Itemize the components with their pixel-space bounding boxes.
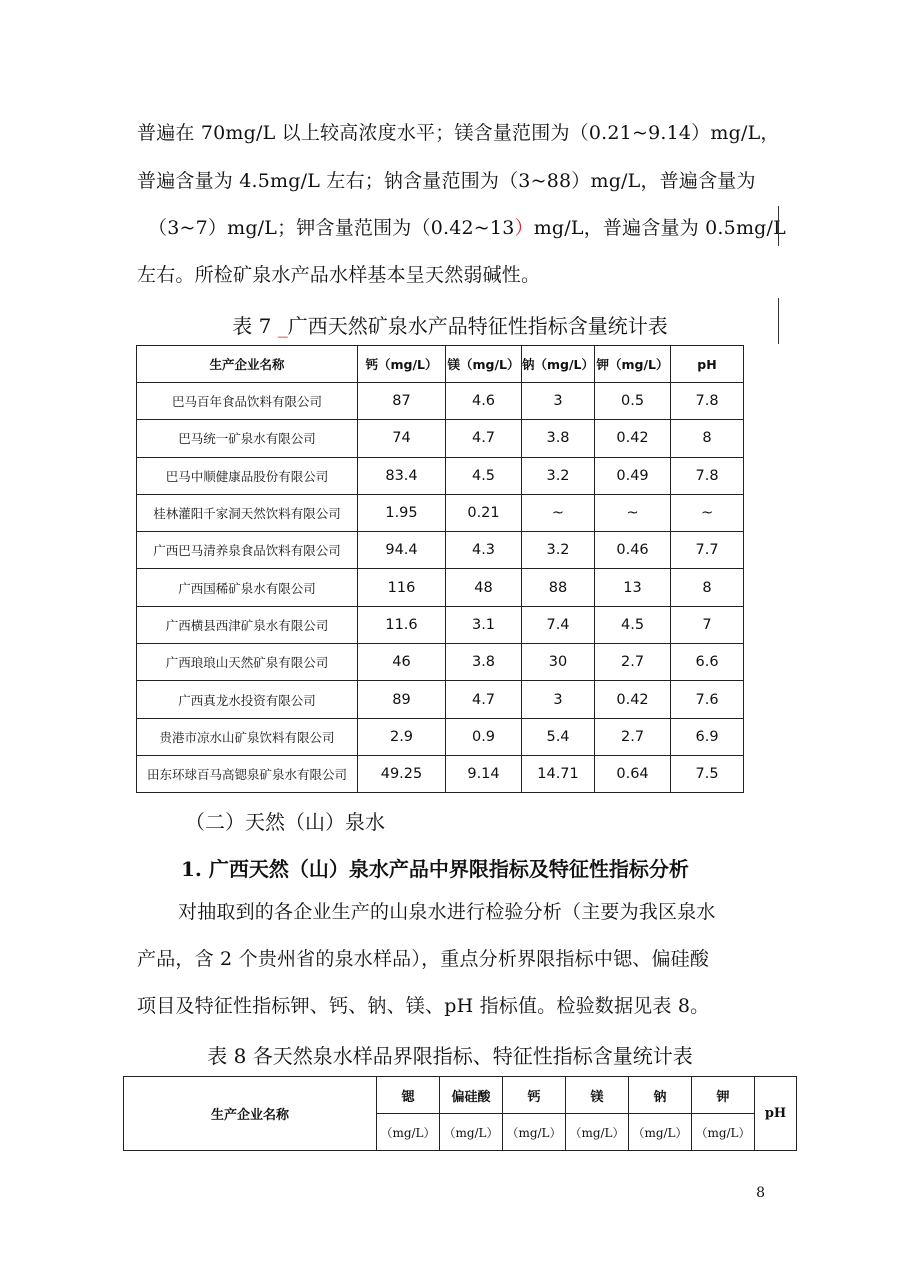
value-cell: ~ — [595, 494, 671, 531]
caption-text: 广西天然矿泉水产品特征性指标含量统计表 — [287, 314, 668, 338]
value-cell: 89 — [358, 681, 446, 718]
value-cell: 3.2 — [522, 457, 595, 494]
value-cell: 30 — [522, 644, 595, 681]
value-cell: 4.5 — [446, 457, 522, 494]
value-cell: 7.8 — [671, 383, 744, 420]
header-column: 钙（mg/L） — [358, 346, 446, 383]
company-name-cell: 巴马中顺健康品股份有限公司 — [137, 457, 358, 494]
header-column-unit: （mg/L） — [629, 1114, 692, 1151]
table8 — [123, 1076, 797, 1151]
header-column: 镁（mg/L） — [446, 346, 522, 383]
value-cell: 83.4 — [358, 457, 446, 494]
header-column-name: 钠 — [629, 1077, 692, 1114]
header-column-name: 偏硅酸 — [440, 1077, 503, 1114]
value-cell: 0.9 — [446, 718, 522, 755]
header-ph: pH — [755, 1077, 797, 1151]
paragraph-line: 普遍在 70mg/L 以上较高浓度水平；镁含量范围为（0.21~9.14）mg/L， — [137, 122, 780, 144]
company-name-cell: 田东环球百马高锶泉矿泉水有限公司 — [137, 755, 358, 792]
value-cell: ~ — [671, 494, 744, 531]
header-column: pH — [671, 346, 744, 383]
page-number: 8 — [756, 1185, 765, 1201]
value-cell: 3.2 — [522, 532, 595, 569]
value-cell: 2.7 — [595, 644, 671, 681]
table-row — [137, 644, 744, 681]
value-cell: 116 — [358, 569, 446, 606]
value-cell: 74 — [358, 420, 446, 457]
value-cell: 6.9 — [671, 718, 744, 755]
value-cell: 3.1 — [446, 606, 522, 643]
paragraph-line — [148, 216, 786, 240]
value-cell: 6.6 — [671, 644, 744, 681]
value-cell: 14.71 — [522, 755, 595, 792]
value-cell: 0.5 — [595, 383, 671, 420]
header-column-unit: （mg/L） — [377, 1114, 440, 1151]
value-cell: 9.14 — [446, 755, 522, 792]
paragraph-line: 普遍含量为 4.5mg/L 左右；钠含量范围为（3~88）mg/L，普遍含量为 — [137, 170, 756, 192]
value-cell: 4.7 — [446, 420, 522, 457]
table-row — [137, 383, 744, 420]
revision-mark: ） — [514, 217, 534, 239]
paragraph-line: 项目及特征性指标钾、钙、钠、镁、pH 指标值。检验数据见表 8。 — [137, 995, 710, 1017]
text-run: （3~7）mg/L；钾含量范围为（0.42~13 — [148, 217, 515, 239]
caption-prefix: 表 7 — [232, 314, 278, 338]
header-column-name: 镁 — [566, 1077, 629, 1114]
value-cell: 7.8 — [671, 457, 744, 494]
table8-caption: 表 8 各天然泉水样品界限指标、特征性指标含量统计表 — [207, 1044, 693, 1068]
company-name-cell: 广西巴马清养泉食品饮料有限公司 — [137, 532, 358, 569]
value-cell: 94.4 — [358, 532, 446, 569]
company-name-cell: 巴马百年食品饮料有限公司 — [137, 383, 358, 420]
table-row — [137, 532, 744, 569]
value-cell: 7.5 — [671, 755, 744, 792]
revision-bar — [778, 206, 779, 246]
header-company-name: 生产企业名称 — [124, 1077, 377, 1151]
value-cell: 2.7 — [595, 718, 671, 755]
value-cell: 46 — [358, 644, 446, 681]
paragraph-line: 左右。所检矿泉水产品水样基本呈天然弱碱性。 — [137, 264, 541, 286]
value-cell: 7.6 — [671, 681, 744, 718]
value-cell: 0.42 — [595, 420, 671, 457]
header-column-unit: （mg/L） — [503, 1114, 566, 1151]
value-cell: 49.25 — [358, 755, 446, 792]
value-cell: 4.6 — [446, 383, 522, 420]
table-body — [137, 383, 744, 793]
table-row — [137, 457, 744, 494]
company-name-cell: 广西琅琅山天然矿泉有限公司 — [137, 644, 358, 681]
value-cell: 0.46 — [595, 532, 671, 569]
company-name-cell: 广西横县西津矿泉水有限公司 — [137, 606, 358, 643]
value-cell: 7 — [671, 606, 744, 643]
value-cell: 7.4 — [522, 606, 595, 643]
value-cell: 4.7 — [446, 681, 522, 718]
header-column-unit: （mg/L） — [566, 1114, 629, 1151]
table-row — [137, 569, 744, 606]
value-cell: 48 — [446, 569, 522, 606]
value-cell: 87 — [358, 383, 446, 420]
table-row — [137, 420, 744, 457]
value-cell: 3 — [522, 383, 595, 420]
company-name-cell: 桂林灌阳千家洞天然饮料有限公司 — [137, 494, 358, 531]
company-name-cell: 巴马统一矿泉水有限公司 — [137, 420, 358, 457]
header-column-unit: （mg/L） — [692, 1114, 755, 1151]
table-header-row — [124, 1077, 797, 1114]
value-cell: 13 — [595, 569, 671, 606]
value-cell: 88 — [522, 569, 595, 606]
value-cell: 7.7 — [671, 532, 744, 569]
value-cell: 0.64 — [595, 755, 671, 792]
company-name-cell: 广西真龙水投资有限公司 — [137, 681, 358, 718]
header-column-name: 钙 — [503, 1077, 566, 1114]
company-name-cell: 广西国稀矿泉水有限公司 — [137, 569, 358, 606]
header-column: 钾（mg/L） — [595, 346, 671, 383]
value-cell: 2.9 — [358, 718, 446, 755]
value-cell: 11.6 — [358, 606, 446, 643]
value-cell: 4.5 — [595, 606, 671, 643]
value-cell: 0.42 — [595, 681, 671, 718]
value-cell: 8 — [671, 420, 744, 457]
subsection-heading: 1. 广西天然（山）泉水产品中界限指标及特征性指标分析 — [181, 857, 689, 881]
paragraph-line: 对抽取到的各企业生产的山泉水进行检验分析（主要为我区泉水 — [178, 901, 716, 923]
value-cell: 1.95 — [358, 494, 446, 531]
value-cell: 4.3 — [446, 532, 522, 569]
value-cell: 0.21 — [446, 494, 522, 531]
value-cell: 3.8 — [446, 644, 522, 681]
table7 — [136, 345, 744, 793]
header-company-name: 生产企业名称 — [137, 346, 358, 383]
table-row — [137, 606, 744, 643]
header-column: 钠（mg/L） — [522, 346, 595, 383]
value-cell: ~ — [522, 494, 595, 531]
table-row — [137, 494, 744, 531]
paragraph-line: 产品，含 2 个贵州省的泉水样品），重点分析界限指标中锶、偏硅酸 — [137, 948, 710, 970]
header-column-name: 锶 — [377, 1077, 440, 1114]
text-run: mg/L，普遍含量为 0.5mg/L — [533, 217, 786, 239]
table7-caption — [0, 310, 900, 339]
table-row — [137, 681, 744, 718]
header-column-unit: （mg/L） — [440, 1114, 503, 1151]
value-cell: 3 — [522, 681, 595, 718]
header-column-name: 钾 — [692, 1077, 755, 1114]
value-cell: 3.8 — [522, 420, 595, 457]
company-name-cell: 贵港市凉水山矿泉饮料有限公司 — [137, 718, 358, 755]
revision-mark: _ — [277, 314, 288, 338]
value-cell: 5.4 — [522, 718, 595, 755]
value-cell: 8 — [671, 569, 744, 606]
section-heading: （二）天然（山）泉水 — [185, 810, 385, 834]
table-row — [137, 718, 744, 755]
value-cell: 0.49 — [595, 457, 671, 494]
table-header-row — [137, 346, 744, 383]
table-row — [137, 755, 744, 792]
